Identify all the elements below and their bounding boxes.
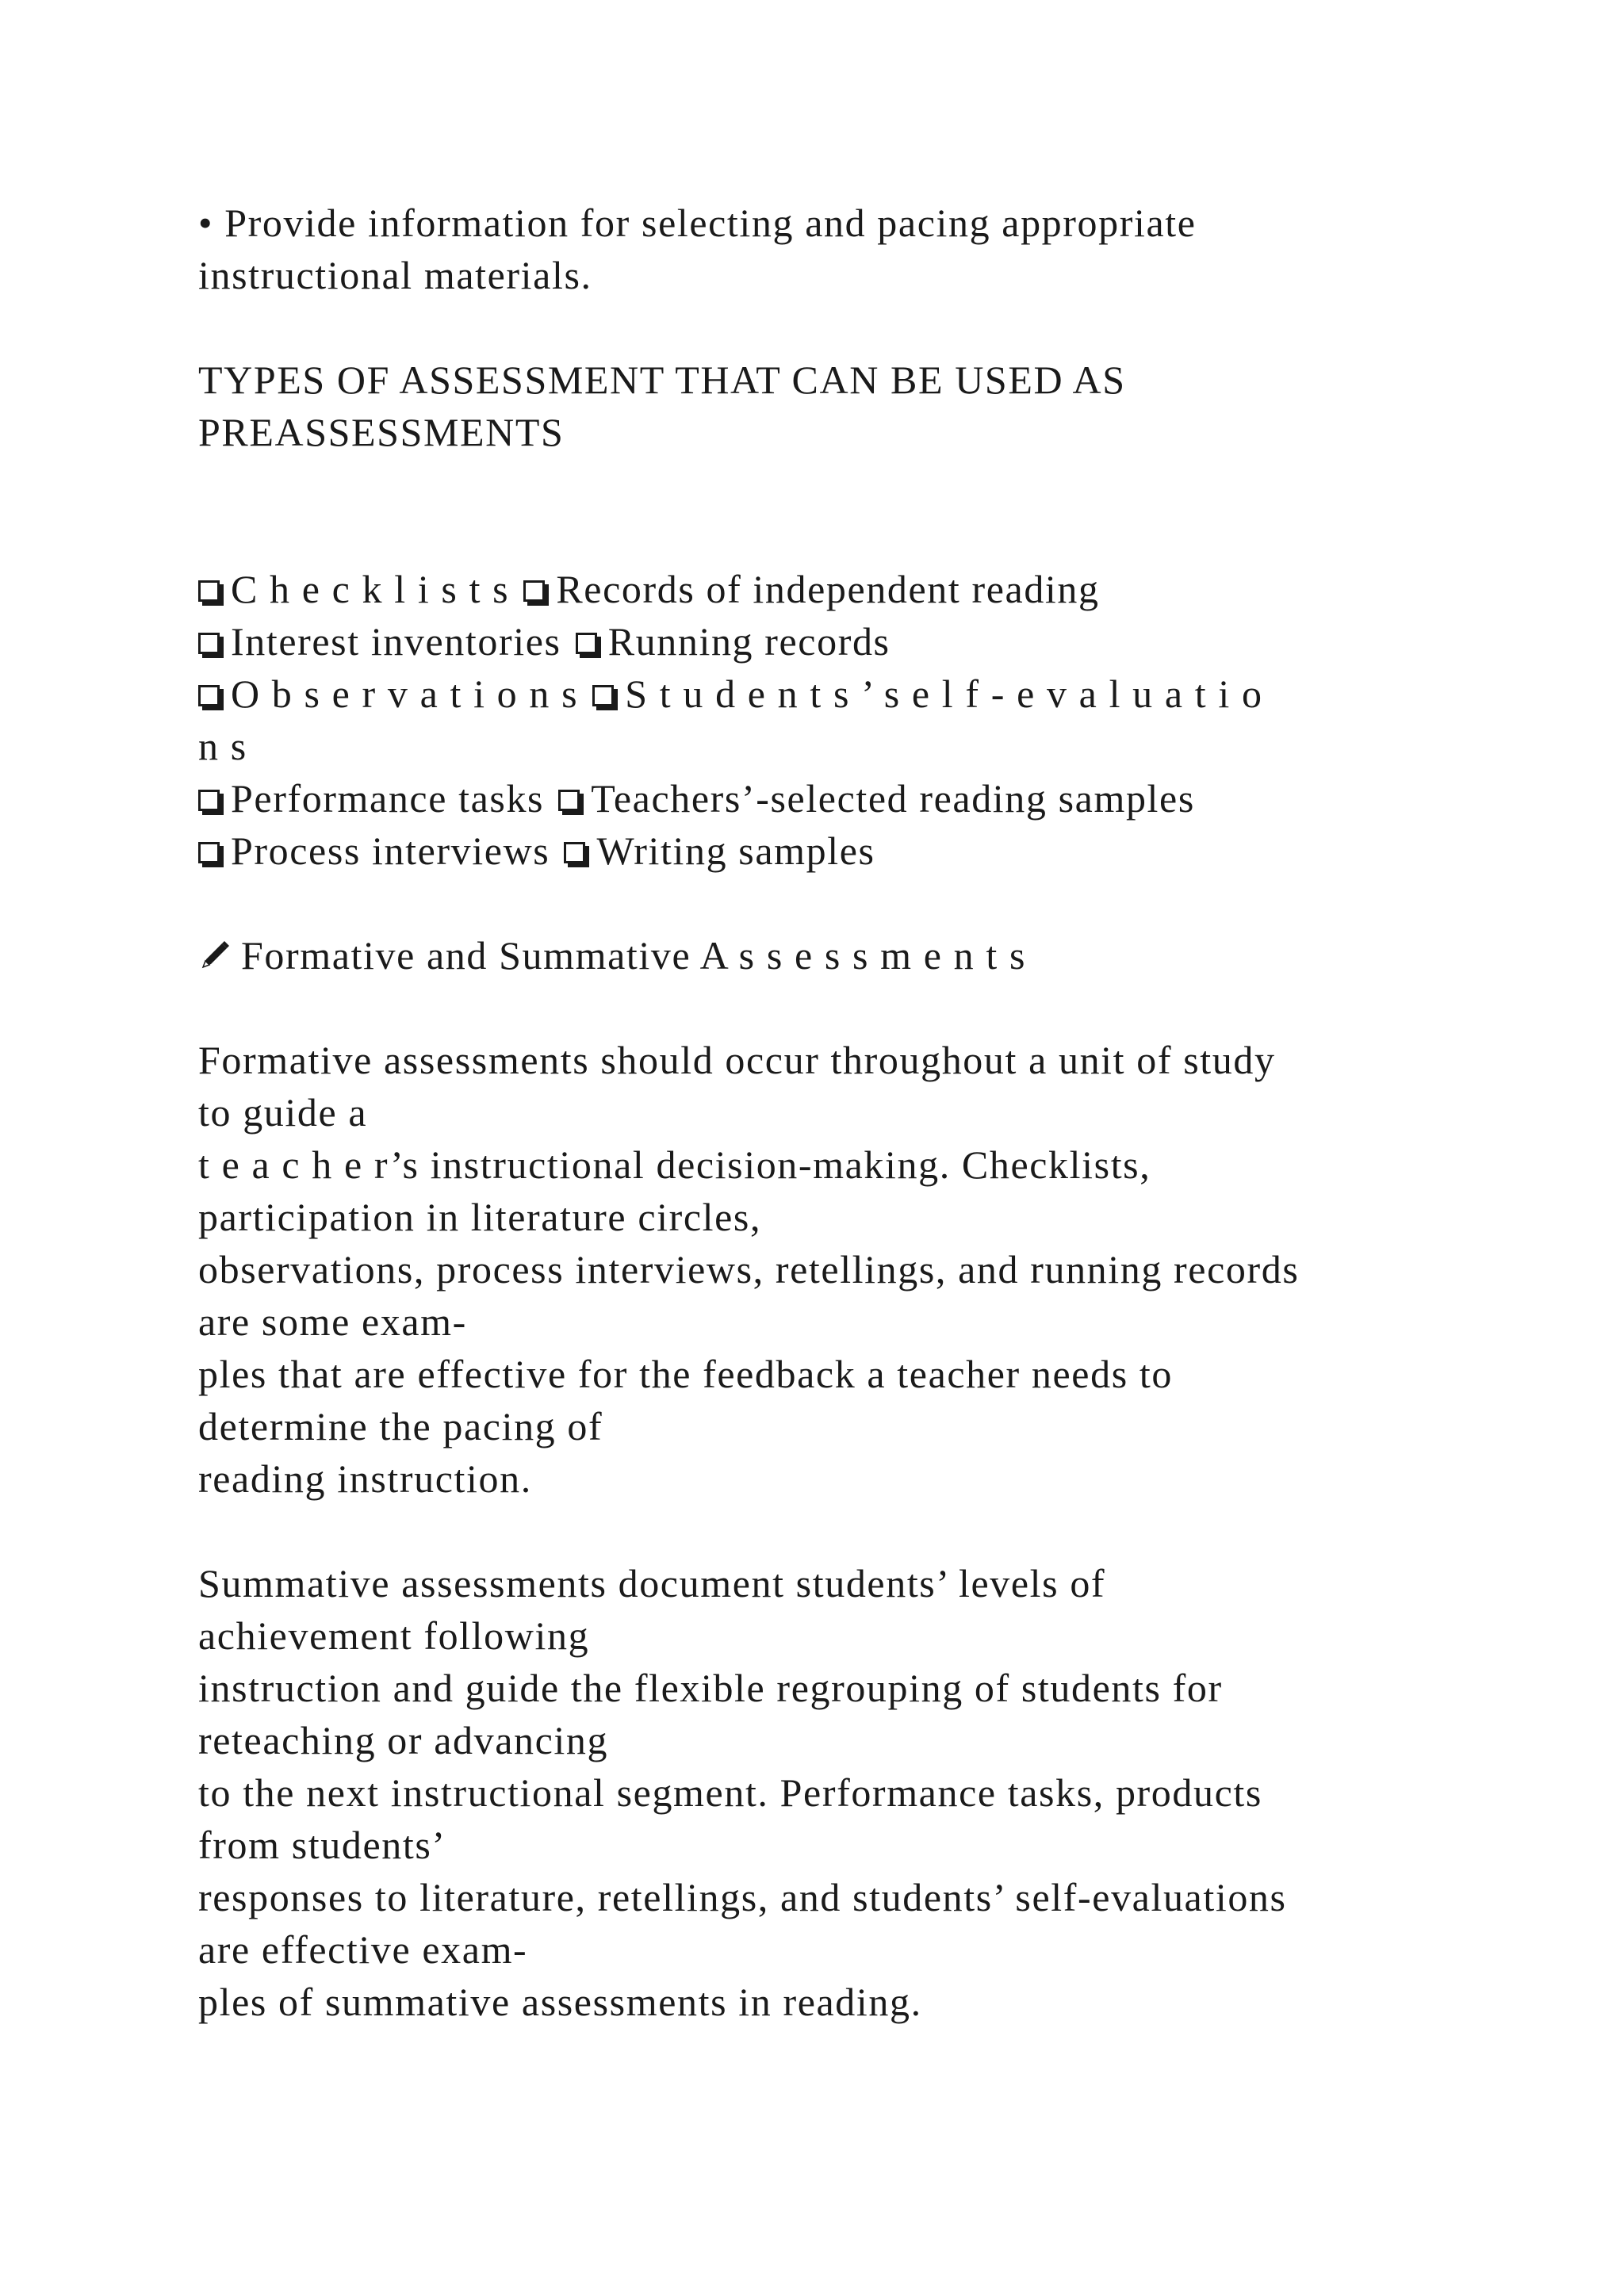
checklist-item: Records of independent reading (556, 567, 1100, 611)
checklist-item: C h e c k l i s t s (231, 567, 510, 611)
checkbox-icon (198, 633, 220, 654)
paragraph-line: observations, process interviews, retellings, and running records (198, 1247, 1300, 1292)
paragraph-line: participation in literature circles, (198, 1195, 762, 1239)
checklist-row (198, 825, 1483, 877)
subsection-title-row (198, 929, 1483, 982)
paragraph-line: Formative assessments should occur throughout a unit of study (198, 1038, 1276, 1082)
paragraph-line: t e a c h e r’s instructional decision-making. Checklists, (198, 1142, 1151, 1187)
paragraph-line: reading instruction. (198, 1456, 532, 1501)
intro-line: instructional materials. (198, 253, 592, 297)
checkbox-icon (198, 790, 220, 811)
paragraph-line: determine the pacing of (198, 1404, 603, 1448)
checkbox-icon (558, 790, 580, 811)
pencil-icon (198, 937, 233, 972)
checklist-item: S t u d e n t s ’ s e l f - e v a l u a t i o (625, 672, 1263, 716)
assessment-checklist (198, 563, 1483, 877)
checklist-item: O b s e r v a t i o n s (231, 672, 579, 716)
paragraph-line: ples that are effective for the feedback a teacher needs to (198, 1352, 1173, 1396)
checklist-item: Writing samples (596, 828, 875, 873)
checkbox-icon (564, 842, 585, 863)
paragraph-line: reteaching or advancing (198, 1718, 609, 1762)
paragraph-line: achievement following (198, 1613, 590, 1658)
paragraph-line: to the next instructional segment. Performance tasks, products (198, 1770, 1262, 1815)
document-body (198, 197, 1483, 2028)
paragraph-line: instruction and guide the flexible regrouping of students for (198, 1666, 1223, 1710)
formative-paragraph (198, 1034, 1483, 1505)
checkbox-icon (523, 580, 545, 602)
paragraph-line: are effective exam- (198, 1927, 528, 1972)
section-heading: TYPES OF ASSESSMENT THAT CAN BE USED AS (198, 358, 1126, 402)
checklist-item: Process interviews (231, 828, 550, 873)
checklist-row (198, 615, 1483, 668)
section-heading: PREASSESSMENTS (198, 410, 565, 454)
paragraph-line: are some exam- (198, 1299, 467, 1344)
checkbox-icon (592, 685, 614, 706)
checkbox-icon (198, 685, 220, 706)
checklist-item: Teachers’-selected reading samples (591, 776, 1195, 821)
checklist-item: Interest inventories (231, 619, 561, 664)
checklist-item: Running records (607, 619, 891, 664)
subsection-title: Formative and Summative A s s e s s m e n t s (241, 933, 1027, 978)
checkbox-icon (198, 580, 220, 602)
checklist-row (198, 668, 1483, 720)
paragraph-line: from students’ (198, 1823, 446, 1867)
paragraph-line: to guide a (198, 1090, 368, 1135)
intro-line: • Provide information for selecting and pacing appropriate (198, 201, 1197, 245)
summative-paragraph (198, 1557, 1483, 2028)
checklist-row-wrap: n s (198, 724, 247, 768)
checklist-item: Performance tasks (231, 776, 545, 821)
checkbox-icon (198, 842, 220, 863)
paragraph-line: ples of summative assessments in reading. (198, 1980, 922, 2024)
checklist-row (198, 563, 1483, 615)
paragraph-line: responses to literature, retellings, and students’ self-evaluations (198, 1875, 1287, 1919)
checkbox-icon (576, 633, 597, 654)
paragraph-line: Summative assessments document students’ levels of (198, 1561, 1106, 1605)
checklist-row (198, 772, 1483, 825)
